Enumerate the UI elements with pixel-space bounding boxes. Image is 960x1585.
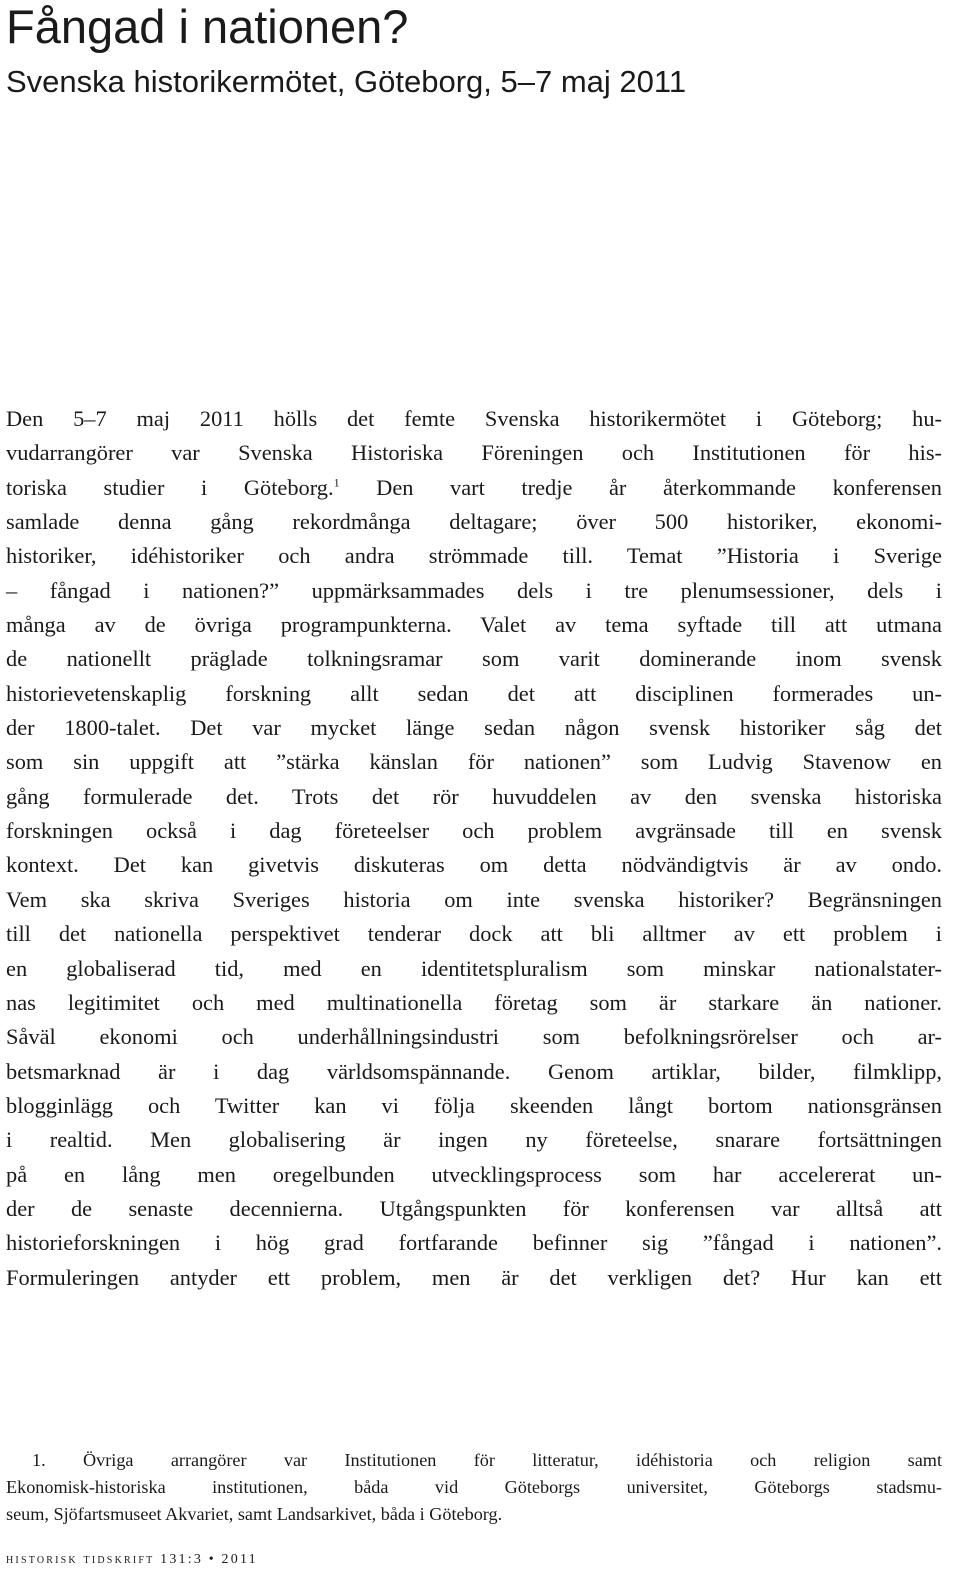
body-line: en globaliserad tid, med en identitetspluralism som minskar nationalstater- xyxy=(6,955,942,981)
footnote-line xyxy=(6,1447,942,1474)
body-line: blogginlägg och Twitter kan vi följa skeenden långt bortom nationsgränsen xyxy=(6,1092,942,1118)
body-line: betsmarknad är i dag världsomspännande. Genom artiklar, bilder, filmklipp, xyxy=(6,1058,942,1084)
body-line: Såväl ekonomi och underhållningsindustri som befolkningsrörelser och ar- xyxy=(6,1024,942,1050)
body-line: Den 5–7 maj 2011 hölls det femte Svenska historikermötet i Göteborg; hu- xyxy=(6,406,942,431)
body-line: till det nationella perspektivet tenderar dock att bli alltmer av ett problem i xyxy=(6,921,942,947)
body-line: der de senaste decennierna. Utgångspunkten för konferensen var alltså att xyxy=(6,1195,942,1221)
body-line: många av de övriga programpunkterna. Valet av tema syftade till att utmana xyxy=(6,612,942,638)
body-line: gång formulerade det. Trots det rör huvuddelen av den svenska historiska xyxy=(6,783,942,809)
body-line: historievetenskaplig forskning allt sedan det att disciplinen formerades un- xyxy=(6,680,942,706)
body-line-segment: Den vart tredje år återkommande konferensen xyxy=(376,474,942,500)
footnote xyxy=(6,1447,942,1528)
body-line: vudarrangörer var Svenska Historiska Föreningen och Institutionen för his- xyxy=(6,440,942,466)
body-line: forskningen också i dag företeelser och problem avgränsade till en svensk xyxy=(6,818,942,844)
body-line: på en lång men oregelbunden utvecklingsprocess som har accelererat un- xyxy=(6,1161,942,1187)
body-line: Vem ska skriva Sveriges historia om inte svenska historiker? Begränsningen xyxy=(6,886,942,912)
body-line: som sin uppgift att ”stärka känslan för nationen” som Ludvig Stavenow en xyxy=(6,749,942,775)
body-line-with-footnote xyxy=(6,471,942,505)
footnote-text: Övriga arrangörer var Institutionen för litteratur, idéhistoria och religion samt xyxy=(82,1450,942,1470)
body-line: – fångad i nationen?” uppmärksammades dels i tre plenumsessioner, dels i xyxy=(6,577,942,603)
body-line: Formuleringen antyder ett problem, men är det verkligen det? Hur kan ett xyxy=(6,1264,942,1290)
footnote-number: 1. xyxy=(32,1450,46,1470)
journal-footer: historisk tidskrift 131:3 • 2011 xyxy=(6,1552,258,1567)
body-line: nas legitimitet och med multinationella företag som är starkare än nationer. xyxy=(6,989,942,1015)
article-subtitle: Svenska historikermötet, Göteborg, 5–7 maj 2011 xyxy=(6,64,687,99)
body-line: samlade denna gång rekordmånga deltagare; över 500 historiker, ekonomi- xyxy=(6,509,942,535)
article-body xyxy=(6,402,942,1295)
body-line: kontext. Det kan givetvis diskuteras om detta nödvändigtvis är av ondo. xyxy=(6,852,942,878)
body-line: der 1800-talet. Det var mycket länge sedan någon svensk historiker såg det xyxy=(6,715,942,741)
footnote-line: Ekonomisk-historiska institutionen, båda vid Göteborgs universitet, Göteborgs stadsmu- xyxy=(6,1477,942,1497)
body-line-segment: toriska studier i Göteborg. xyxy=(6,474,334,500)
footnote-line: seum, Sjöfartsmuseet Akvariet, samt Landsarkivet, båda i Göteborg. xyxy=(6,1504,503,1524)
article-title: Fångad i nationen? xyxy=(6,0,409,53)
body-line: historiker, idéhistoriker och andra strömmade till. Temat ”Historia i Sverige xyxy=(6,543,942,569)
body-line: historieforskningen i hög grad fortfarande befinner sig ”fångad i nationen”. xyxy=(6,1230,942,1256)
body-line: de nationellt präglade tolkningsramar som varit dominerande inom svensk xyxy=(6,646,942,672)
footnote-reference: 1 xyxy=(333,475,340,490)
body-line: i realtid. Men globalisering är ingen ny företeelse, snarare fortsättningen xyxy=(6,1127,942,1153)
